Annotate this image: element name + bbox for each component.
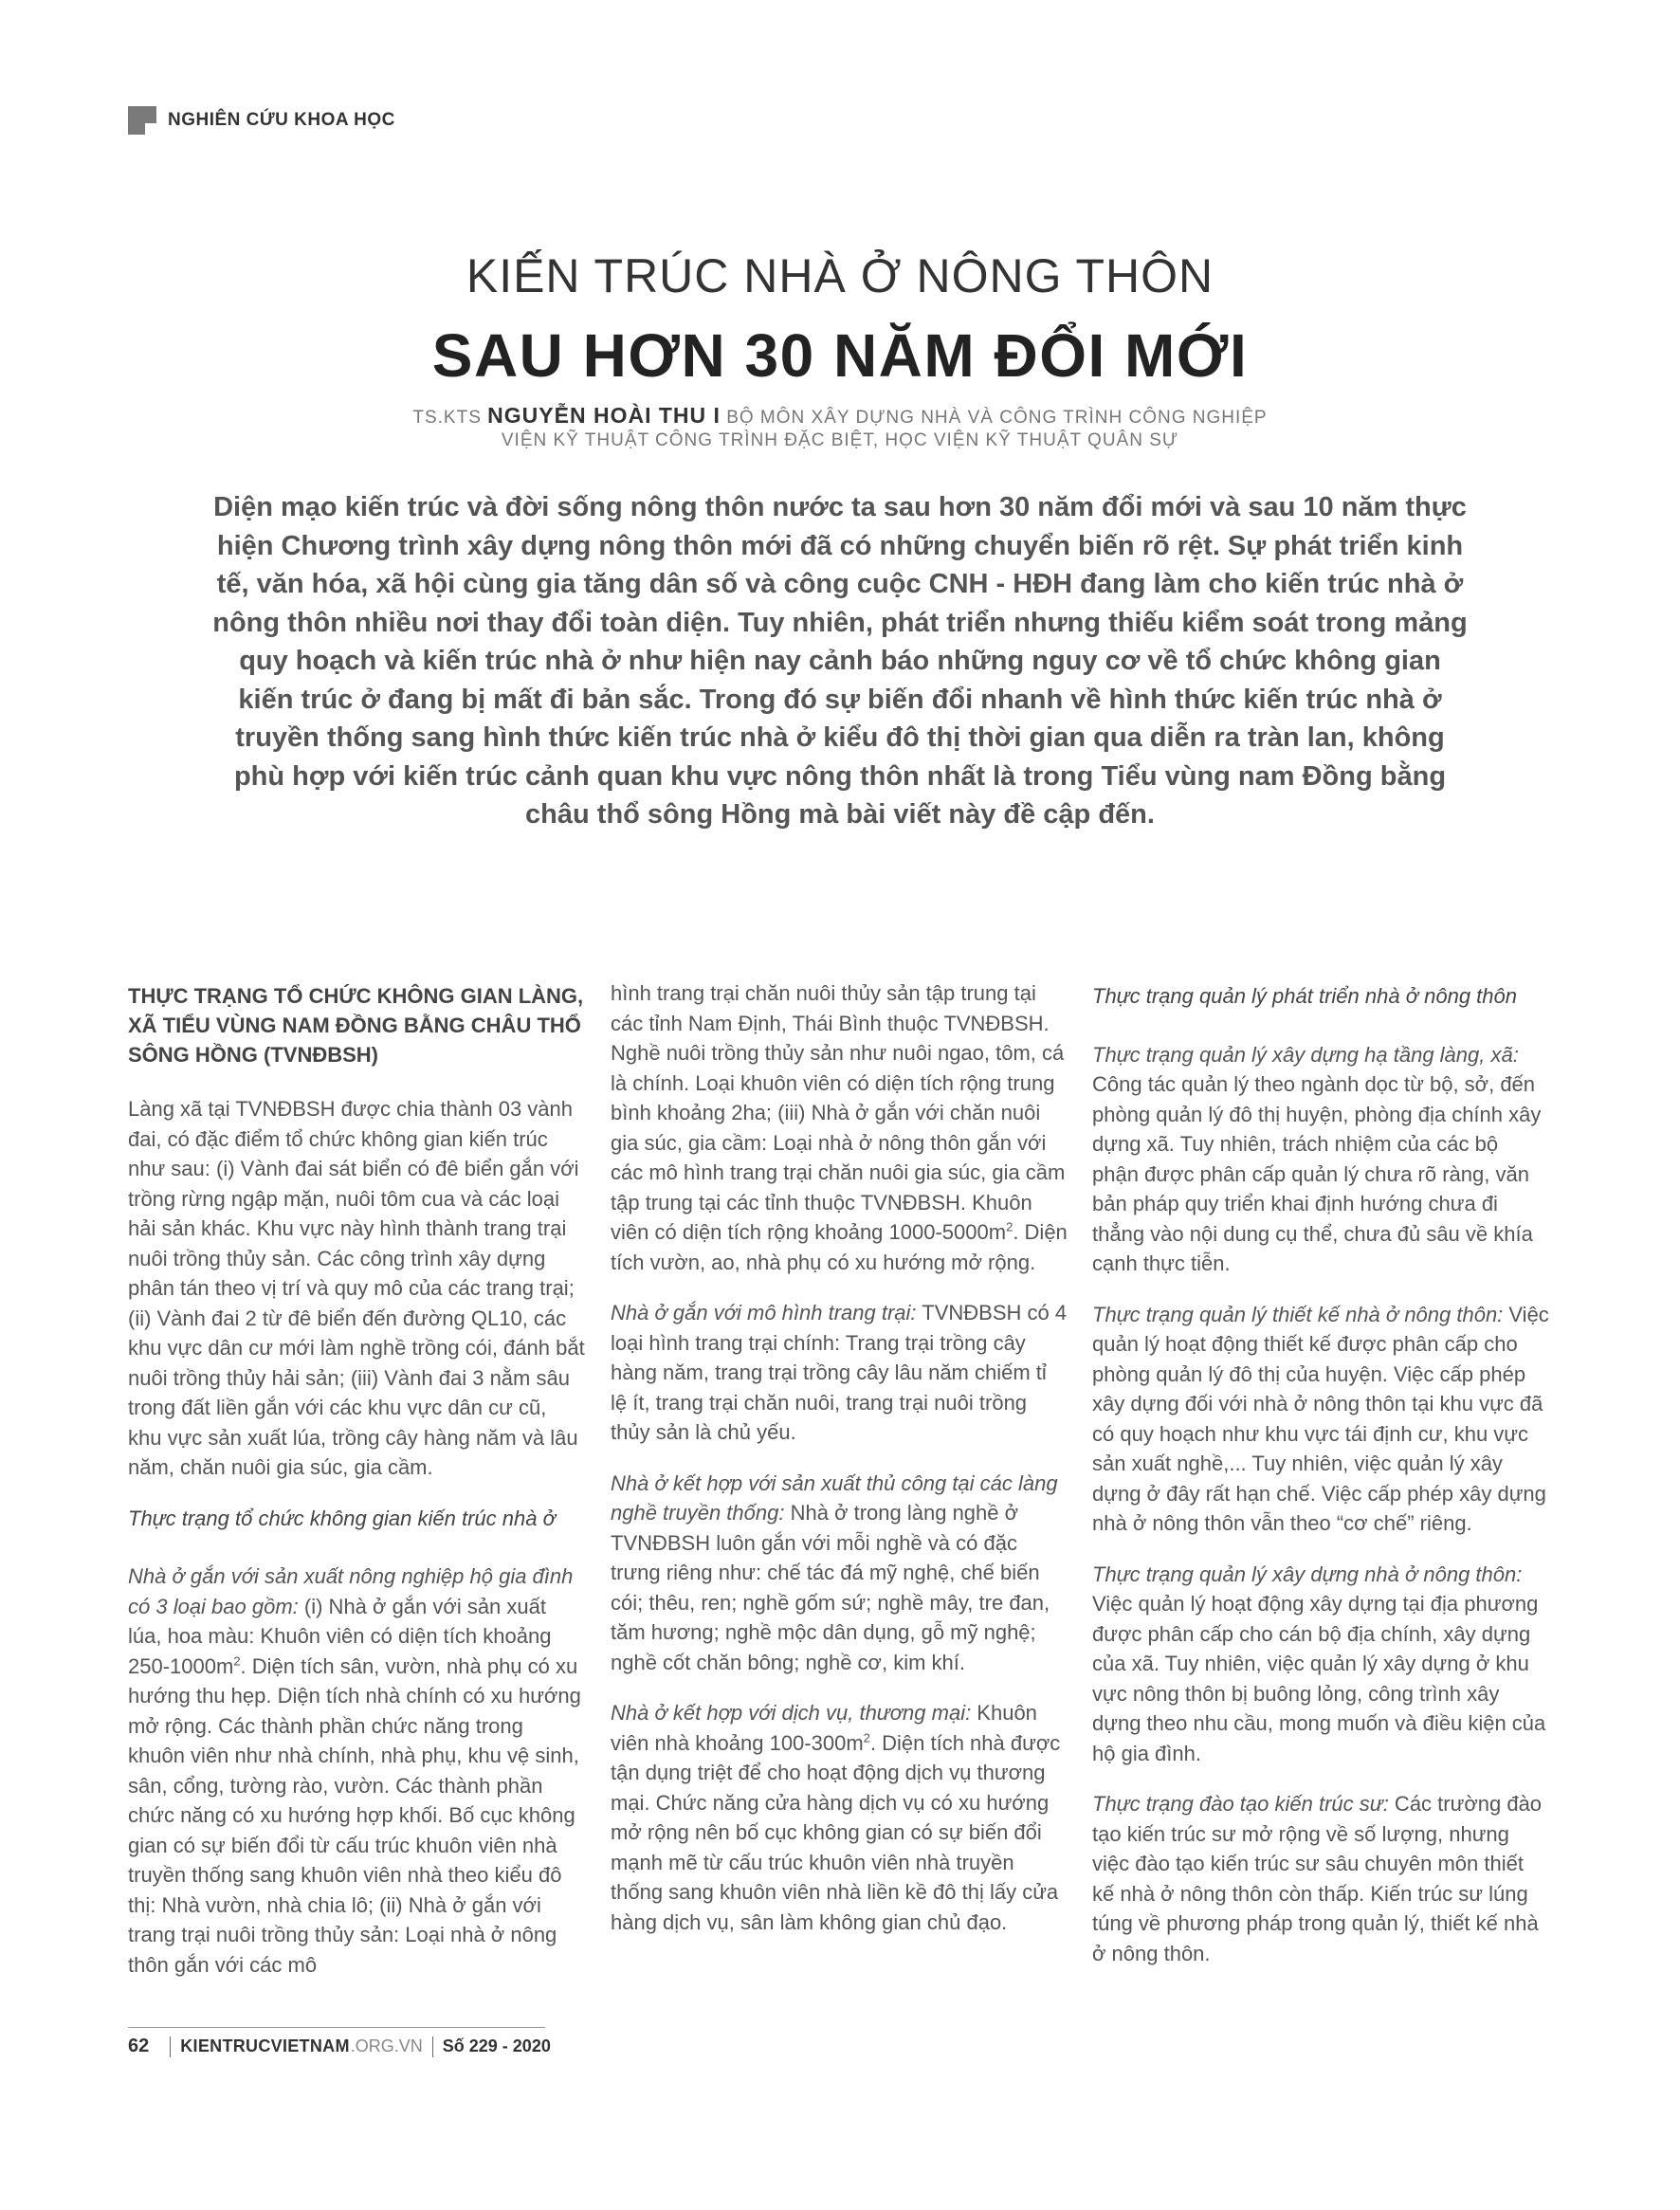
section-square-icon <box>128 106 156 135</box>
magazine-name: KIENTRUCVIETNAM <box>180 2036 350 2055</box>
section-heading: THỰC TRẠNG TỔ CHỨC KHÔNG GIAN LÀNG, XÃ TIỂU VÙNG NAM ĐỒNG BẰNG CHÂU THỔ SÔNG HỒNG (TVNĐBSH) <box>128 984 584 1067</box>
subheading: Thực trạng quản lý phát triển nhà ở nông thôn <box>1092 984 1517 1008</box>
footer-divider <box>432 2036 433 2057</box>
paragraph <box>1092 1789 1549 1968</box>
column-3 <box>1092 981 1549 1989</box>
paragraph-body: . Diện tích nhà được tận dụng triệt để cho hoạt động dịch vụ thương mại. Chức năng cửa hàng dịch vụ có xu hướng mở rộng nên bố cục không gian có sự biến đổi mạnh mẽ từ cấu trúc khuôn viên nhà truyền thống sang khuôn viên nhà liền kề đô thị lấy cửa hàng dịch vụ, sân làm không gian chủ đạo. <box>611 1730 1061 1934</box>
footer-divider <box>170 2036 171 2057</box>
paragraph <box>1092 1040 1549 1279</box>
paragraph-body: hình trang trại chăn nuôi thủy sản tập trung tại các tỉnh Nam Định, Thái Bình thuộc TVNĐBSH. Nghề nuôi trồng thủy sản như nuôi ngao, tôm, cá là chính. Loại khuôn viên có diện tích rộng trung bình khoảng 2ha; (iii) Nhà ở gắn với chăn nuôi gia súc, gia cầm: Loại nhà ở nông thôn gắn với các mô hình trang trại chăn nuôi gia súc, gia cầm tập trung tại các tỉnh thuộc TVNĐBSH. Khuôn viên có diện tích rộng khoảng 1000-5000m <box>611 981 1066 1244</box>
paragraph-body: Công tác quản lý theo ngành dọc từ bộ, sở, đến phòng quản lý đô thị huyện, phòng địa chính xây dựng xã. Tuy nhiên, trách nhiệm của các bộ phận được phân cấp quản lý chưa rõ ràng, văn bản pháp quy triển khai định hướng chưa đi thẳng vào nội dung cụ thể, chưa đủ sâu về khía cạnh thực tiễn. <box>1092 1072 1542 1275</box>
paragraph <box>611 1698 1068 1937</box>
paragraph-body: . Diện tích sân, vườn, nhà phụ có xu hướng thu hẹp. Diện tích nhà chính có xu hướng mở rộng. Các thành phần chức năng trong khuôn viên như nhà chính, nhà phụ, khu vệ sinh, sân, cổng, tường rào, vườn. Các thành phần chức năng có xu hướng hợp khối. Bố cục không gian có sự biến đổi từ cấu trúc khuôn viên nhà truyền thống sang khuôn viên nhà theo kiểu đô thị: Nhà vườn, nhà chia lô; (ii) Nhà ở gắn với trang trại nuôi trồng thủy sản: Loại nhà ở nông thôn gắn với các mô <box>128 1653 581 1977</box>
magazine-domain: .ORG.VN <box>350 2036 423 2055</box>
page-footer <box>128 2036 551 2057</box>
paragraph: Làng xã tại TVNĐBSH được chia thành 03 vành đai, có đặc điểm tổ chức không gian kiến trúc như sau: (i) Vành đai sát biển có đê biển gắn với trồng rừng ngập mặn, nuôi tôm cua và các loại hải sản khác. Khu vực này hình thành trang trại nuôi trồng thủy sản. Các công trình xây dựng phân tán theo vị trí và quy mô của các trang trại; (ii) Vành đai 2 từ đê biển đến đường QL10, các khu vực dân cư mới làm nghề trồng cói, đánh bắt nuôi trồng thủy hải sản; (iii) Vành đai 3 nằm sâu trong đất liền gắn với các khu vực dân cư cũ, khu vực sản xuất lúa, trồng cây hàng năm và lâu năm, chăn nuôi gia súc, gia cầm. <box>128 1097 585 1479</box>
author-name: NGUYỄN HOÀI THU I <box>487 403 721 428</box>
issue-number: Số 229 - 2020 <box>442 2036 551 2055</box>
paragraph-lead: Thực trạng quản lý xây dựng hạ tầng làng, xã: <box>1092 1042 1519 1067</box>
paragraph-body: Nhà ở trong làng nghề ở TVNĐBSH luôn gắn với mỗi nghề và có đặc trưng riêng như: chế tác đá mỹ nghệ, chế biến cói; thêu, ren; nghề gốm sứ; nghề mây, tre đan, tăm hương; nghề mộc dân dụng, gỗ mỹ nghệ; nghề cốt chăn bông; nghề cơ, kim khí. <box>611 1501 1050 1674</box>
section-header <box>128 106 395 135</box>
affiliation-line2: VIỆN KỸ THUẬT CÔNG TRÌNH ĐẶC BIỆT, HỌC VIỆN KỸ THUẬT QUÂN SỰ <box>501 430 1179 450</box>
paragraph-body: Việc quản lý hoạt động xây dựng tại địa phương được phân cấp cho cán bộ địa chính, xây dựng của xã. Tuy nhiên, việc quản lý xây dựng ở khu vực nông thôn bị buông lỏng, công trình xây dựng theo nhu cầu, mong muốn và điều kiện của hộ gia đình. <box>1092 1592 1546 1765</box>
abstract: Diện mạo kiến trúc và đời sống nông thôn nước ta sau hơn 30 năm đổi mới và sau 10 năm thực hiện Chương trình xây dựng nông thôn mới đã có những chuyển biến rõ rệt. Sự phát triển kinh tế, văn hóa, xã hội cùng gia tăng dân số và công cuộc CNH - HĐH đang làm cho kiến trúc nhà ở nông thôn nhiều nơi thay đổi toàn diện. Tuy nhiên, phát triển nhưng thiếu kiểm soát trong mảng quy hoạch và kiến trúc nhà ở như hiện nay cảnh báo những nguy cơ về tổ chức không gian kiến trúc ở đang bị mất đi bản sắc. Trong đó sự biến đổi nhanh về hình thức kiến trúc nhà ở truyền thống sang hình thức kiến trúc nhà ở kiểu đô thị thời gian qua diễn ra tràn lan, không phù hợp với kiến trúc cảnh quan khu vực nông thôn nhất là trong Tiểu vùng nam Đồng bằng châu thổ sông Hồng mà bài viết này đề cập đến. <box>212 492 1468 830</box>
superscript: 2 <box>1006 1219 1013 1234</box>
paragraph-body: TVNĐBSH có 4 loại hình trang trại chính: Trang trại trồng cây hàng năm, trang trại trồng cây lâu năm chiếm tỉ lệ ít, trang trại chăn nuôi, trang trại nuôi trồng thủy sản là chủ yếu. <box>611 1301 1068 1444</box>
column-2 <box>611 978 1068 1958</box>
byline <box>0 403 1680 429</box>
paragraph-lead: Nhà ở kết hợp với dịch vụ, thương mại: <box>611 1701 972 1725</box>
paragraph <box>611 1298 1068 1448</box>
paragraph <box>611 1469 1068 1678</box>
affiliation-line1: BỘ MÔN XÂY DỰNG NHÀ VÀ CÔNG TRÌNH CÔNG NGHIỆP <box>726 408 1268 428</box>
subheading: Thực trạng tổ chức không gian kiến trúc nhà ở <box>128 1506 556 1530</box>
author-prefix: TS.KTS <box>412 408 482 428</box>
paragraph-lead: Nhà ở gắn với sản xuất nông nghiệp hộ gia đình có 3 loại bao gồm: <box>128 1564 574 1618</box>
article-title-line2: SAU HƠN 30 NĂM ĐỔI MỚI <box>431 321 1249 390</box>
paragraph-body: Việc quản lý hoạt động thiết kế được phân cấp cho phòng quản lý đô thị của huyện. Việc cấp phép xây dựng đối với nhà ở nông thôn tại khu vực đã có quy hoạch như khu vực tái định cư, khu vực sản xuất nghề,... Tuy nhiên, việc quản lý xây dựng ở đây rất hạn chế. Việc cấp phép xây dựng nhà ở nông thôn vẫn theo “cơ chế” riêng. <box>1092 1302 1549 1535</box>
paragraph <box>128 1562 585 1980</box>
superscript: 2 <box>233 1653 241 1669</box>
paragraph <box>1092 1560 1549 1769</box>
paragraph-lead: Thực trạng quản lý thiết kế nhà ở nông thôn: <box>1092 1302 1504 1326</box>
paragraph <box>611 978 1068 1277</box>
paragraph-body: Các trường đào tạo kiến trúc sư mở rộng về số lượng, nhưng việc đào tạo kiến trúc sư sâu chuyên môn thiết kế nhà ở nông thôn còn thấp. Kiến trúc sư lúng túng về phương pháp trong quản lý, thiết kế nhà ở nông thôn. <box>1092 1792 1543 1965</box>
paragraph-lead: Thực trạng đào tạo kiến trúc sư: <box>1092 1792 1389 1816</box>
superscript: 2 <box>863 1730 870 1745</box>
paragraph <box>1092 1300 1549 1539</box>
paragraph-body: . Diện tích vườn, ao, nhà phụ có xu hướng mở rộng. <box>611 1220 1068 1274</box>
paragraph-lead: Nhà ở kết hợp với sản xuất thủ công tại các làng nghề truyền thống: <box>611 1470 1058 1525</box>
paragraph-lead: Thực trạng quản lý xây dựng nhà ở nông thôn: <box>1092 1562 1523 1586</box>
paragraph-lead: Nhà ở gắn với mô hình trang trại: <box>611 1301 917 1324</box>
paragraph-body: Khuôn viên nhà khoảng 100-300m <box>611 1701 1037 1755</box>
article-title-line1: KIẾN TRÚC NHÀ Ở NÔNG THÔN <box>466 249 1214 302</box>
section-label: NGHIÊN CỨU KHOA HỌC <box>168 110 395 130</box>
column-1 <box>128 981 585 2000</box>
page-number: 62 <box>128 2036 150 2056</box>
footer-rule <box>128 2027 545 2028</box>
paragraph-body: (i) Nhà ở gắn với sản xuất lúa, hoa màu: Khuôn viên có diện tích khoảng 250-1000m <box>128 1594 552 1678</box>
